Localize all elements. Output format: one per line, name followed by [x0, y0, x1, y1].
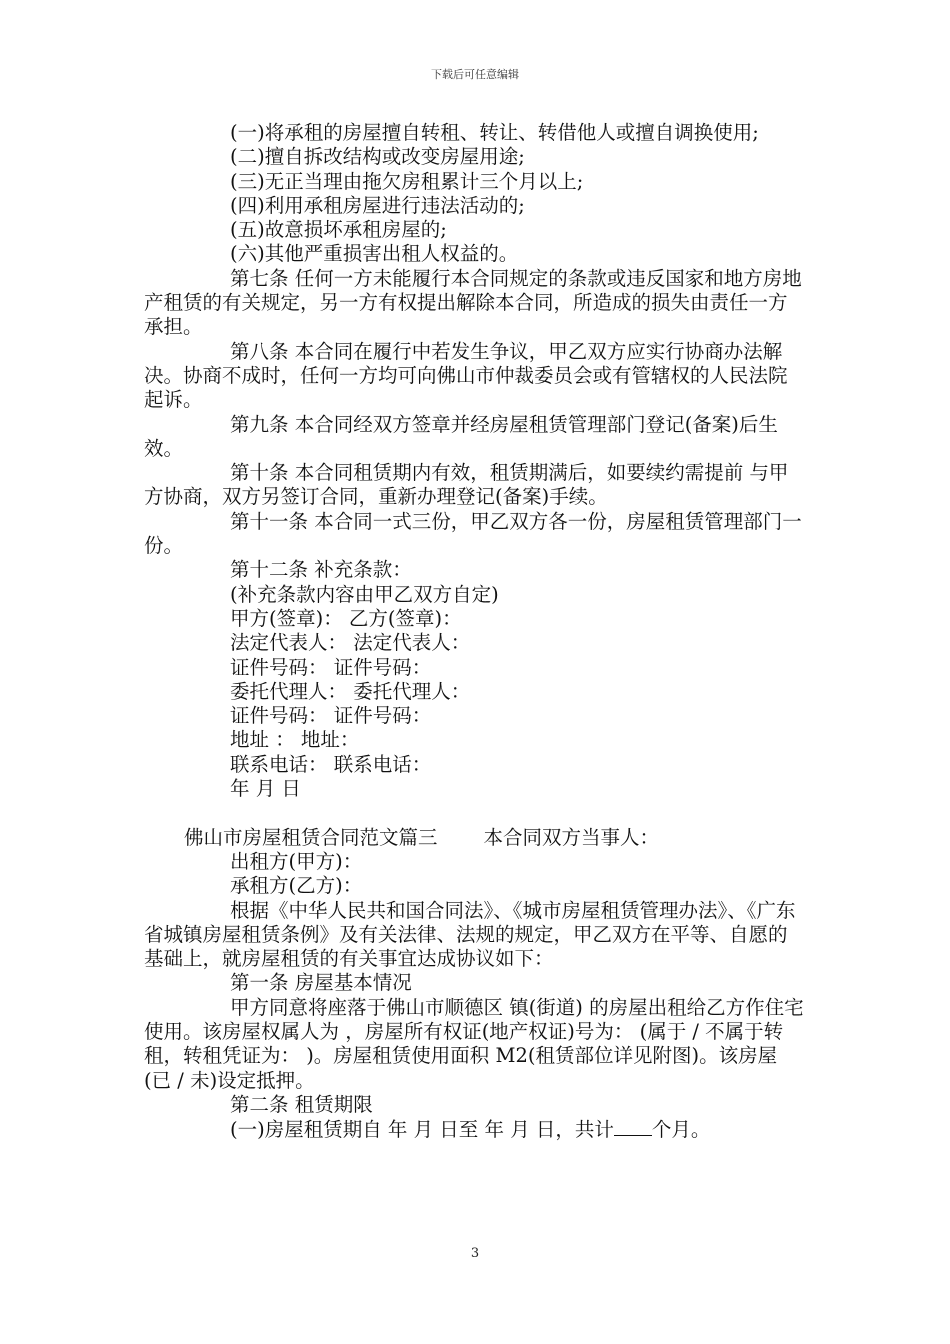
signature-id-number: 证件号码： 证件号码： [230, 655, 432, 679]
article-10: 第十条 本合同租赁期内有效，租赁期满后，如要续约需提前 与甲方协商，双方另签订合同，重新办理登记(备案)手续。 [144, 461, 789, 509]
signature-address: 地址 ： 地址： [230, 728, 360, 752]
clause-2-heading: 第二条 租赁期限 [230, 1092, 373, 1116]
article-7: 第七条 任何一方未能履行本合同规定的条款或违反国家和地方房地产租赁的有关规定，另一方有权提出解除本合同，所造成的损失由责任一方承担。 [144, 266, 802, 339]
paragraph-item-1: (一)将承租的房屋擅自转租、转让、转借他人或擅自调换使用; [230, 121, 759, 144]
signature-legal-rep: 法定代表人： 法定代表人： [230, 631, 471, 655]
lessor-line: 出租方(甲方)： [230, 849, 363, 873]
paragraph-item-6: (六)其他严重损害出租人权益的。 [230, 242, 519, 266]
supplementary-note: (补充条款内容由甲乙双方自定) [230, 582, 499, 606]
signature-date: 年 月 日 [230, 777, 301, 801]
lessee-line: 承租方(乙方)： [230, 874, 363, 898]
paragraph-item-4: (四)利用承租房屋进行违法活动的; [230, 193, 525, 217]
signature-agent-id-number: 证件号码： 证件号码： [230, 704, 432, 728]
document-body [144, 121, 804, 1142]
article-8: 第八条 本合同在履行中若发生争议，甲乙双方应实行协商办法解决。协商不成时，任何一方均可向佛山市仲裁委员会或有管辖权的人民法院起诉。 [144, 339, 788, 412]
article-9: 第九条 本合同经双方签章并经房屋租赁管理部门登记(备案)后生效。 [144, 412, 778, 460]
signature-party: 甲方(签章)： 乙方(签章)： [230, 606, 462, 630]
signature-agent: 委托代理人： 委托代理人： [230, 679, 471, 703]
page-header: 下载后可任意编辑 [431, 68, 519, 81]
paragraph-item-5: (五)故意损坏承租房屋的; [230, 218, 447, 242]
clause-1-body: 甲方同意将座落于佛山市顺德区 镇(街道) 的房屋出租给乙方作住宅使用。该房屋权属人为 ，房屋所有权证(地产权证)号为： (属于 / 不属于转租，转租凭证为： )。房屋租赁使用面积 M2(租赁部位详见附图)。该房屋(已 / 未)设定抵押。 [144, 995, 804, 1092]
paragraph-item-3: (三)无正当理由拖欠房租累计三个月以上; [230, 169, 584, 193]
page-number: 3 [470, 1246, 480, 1261]
clause-1-heading: 第一条 房屋基本情况 [230, 971, 412, 995]
section-title-text: 佛山市房屋租赁合同范文篇三 [184, 825, 438, 849]
paragraph-item-2: (二)擅自拆改结构或改变房屋用途; [230, 145, 525, 169]
parties-heading: 本合同双方当事人： [483, 825, 660, 849]
signature-phone: 联系电话： 联系电话： [230, 752, 432, 776]
section-title [144, 826, 804, 850]
clause-2-body-start: (一)房屋租赁期自 年 月 日至 年 月 日，共计 [230, 1118, 614, 1142]
legal-basis: 根据《中华人民共和国合同法》、《城市房屋租赁管理办法》、《广东省城镇房屋租赁条例》及有关法律、法规的规定，甲乙双方在平等、自愿的基础上，就房屋租赁的有关事宜达成协议如下： [144, 898, 796, 971]
article-12: 第十二条 补充条款： [230, 558, 412, 582]
clause-2-body [144, 1117, 804, 1142]
months-blank [614, 1117, 652, 1136]
clause-2-body-end: 个月。 [651, 1118, 711, 1142]
spacer [144, 801, 804, 825]
article-11: 第十一条 本合同一式三份，甲乙双方各一份，房屋租赁管理部门一份。 [144, 509, 802, 558]
